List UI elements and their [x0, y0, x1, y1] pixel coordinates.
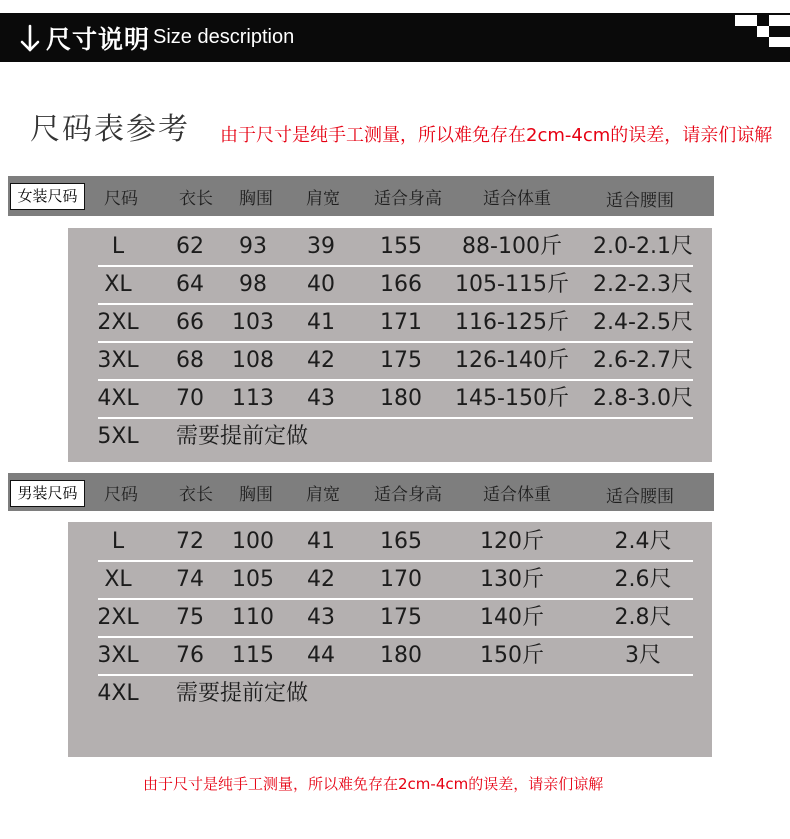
cell-shoulder: 39 — [307, 234, 335, 259]
cell-length: 62 — [176, 234, 204, 259]
header-waist: 适合腰围 — [606, 486, 674, 507]
cell-shoulder: 43 — [307, 605, 335, 630]
cell-chest: 93 — [239, 234, 267, 259]
cell-height: 180 — [380, 386, 422, 411]
cell-waist: 2.6尺 — [614, 567, 672, 592]
cell-height: 155 — [380, 234, 422, 259]
checker-square — [769, 37, 790, 47]
reference-title: 尺码表参考 — [30, 112, 190, 147]
cell-waist: 2.6-2.7尺 — [593, 348, 693, 373]
cell-length: 64 — [176, 272, 204, 297]
header-weight: 适合体重 — [483, 484, 551, 505]
women-size-tag: 女装尺码 — [10, 183, 85, 210]
header-height: 适合身高 — [374, 188, 442, 209]
cell-size: 4XL — [97, 681, 139, 706]
custom-order-row — [68, 419, 712, 457]
table-header-row — [8, 473, 714, 511]
cell-chest: 105 — [232, 567, 274, 592]
table-body — [68, 228, 712, 462]
section-titles — [46, 13, 294, 62]
section-title-cn: 尺寸说明 — [46, 24, 151, 54]
table-row — [68, 638, 712, 676]
cell-size: XL — [104, 272, 132, 297]
cell-waist: 3尺 — [625, 643, 661, 668]
table-row — [68, 267, 712, 305]
cell-height: 170 — [380, 567, 422, 592]
table-row — [68, 524, 712, 562]
cell-waist: 2.4-2.5尺 — [593, 310, 693, 335]
cell-size: 4XL — [97, 386, 139, 411]
cell-waist: 2.8-3.0尺 — [593, 386, 693, 411]
table-row — [68, 381, 712, 419]
cell-size: 2XL — [97, 310, 139, 335]
table-row — [68, 229, 712, 267]
cell-weight: 120斤 — [480, 529, 544, 554]
cell-height: 171 — [380, 310, 422, 335]
cell-size: L — [111, 234, 125, 259]
error-notice-bottom: 由于尺寸是纯手工测量，所以难免存在2cm-4cm的误差，请亲们谅解 — [143, 775, 604, 793]
header-height: 适合身高 — [374, 484, 442, 505]
checker-square — [769, 15, 790, 26]
cell-length: 74 — [176, 567, 204, 592]
cell-length: 72 — [176, 529, 204, 554]
cell-size: XL — [104, 567, 132, 592]
cell-weight: 140斤 — [480, 605, 544, 630]
error-notice-top: 由于尺寸是纯手工测量，所以难免存在2cm-4cm的误差，请亲们谅解 — [220, 125, 773, 146]
cell-chest: 115 — [232, 643, 274, 668]
cell-shoulder: 42 — [307, 567, 335, 592]
checker-square — [735, 15, 757, 26]
cell-size: 3XL — [97, 643, 139, 668]
cell-weight: 88-100斤 — [462, 234, 562, 259]
checker-square — [757, 26, 769, 37]
cell-height: 165 — [380, 529, 422, 554]
table-row — [68, 305, 712, 343]
header-size: 尺码 — [104, 484, 138, 505]
header-length: 衣长 — [179, 188, 213, 209]
cell-chest: 113 — [232, 386, 274, 411]
cell-weight: 116-125斤 — [455, 310, 569, 335]
cell-shoulder: 41 — [307, 310, 335, 335]
custom-order-note: 需要提前定做 — [176, 424, 309, 449]
men-size-tag: 男装尺码 — [10, 480, 85, 507]
cell-shoulder: 40 — [307, 272, 335, 297]
cell-size: L — [111, 529, 125, 554]
cell-shoulder: 44 — [307, 643, 335, 668]
cell-length: 66 — [176, 310, 204, 335]
cell-waist: 2.0-2.1尺 — [593, 234, 693, 259]
cell-waist: 2.4尺 — [614, 529, 672, 554]
cell-height: 180 — [380, 643, 422, 668]
table-row — [68, 562, 712, 600]
table-header-row — [8, 176, 714, 216]
checker-decoration — [733, 13, 790, 49]
header-shoulder: 肩宽 — [306, 484, 340, 505]
header-weight: 适合体重 — [483, 188, 551, 209]
cell-chest: 108 — [232, 348, 274, 373]
header-size: 尺码 — [104, 188, 138, 209]
cell-height: 166 — [380, 272, 422, 297]
custom-order-row — [68, 676, 712, 714]
cell-weight: 126-140斤 — [455, 348, 569, 373]
table-body — [68, 522, 712, 757]
header-chest: 胸围 — [239, 188, 273, 209]
cell-shoulder: 42 — [307, 348, 335, 373]
header-shoulder: 肩宽 — [306, 188, 340, 209]
cell-chest: 100 — [232, 529, 274, 554]
cell-weight: 105-115斤 — [455, 272, 569, 297]
cell-waist: 2.2-2.3尺 — [593, 272, 693, 297]
cell-weight: 150斤 — [480, 643, 544, 668]
cell-weight: 130斤 — [480, 567, 544, 592]
cell-height: 175 — [380, 348, 422, 373]
header-waist: 适合腰围 — [606, 190, 674, 211]
section-title-en: Size description — [153, 26, 295, 48]
cell-length: 76 — [176, 643, 204, 668]
cell-weight: 145-150斤 — [455, 386, 569, 411]
cell-length: 68 — [176, 348, 204, 373]
cell-waist: 2.8尺 — [614, 605, 672, 630]
custom-order-note: 需要提前定做 — [176, 681, 309, 706]
header-length: 衣长 — [179, 484, 213, 505]
cell-height: 175 — [380, 605, 422, 630]
cell-size: 5XL — [97, 424, 139, 449]
cell-shoulder: 41 — [307, 529, 335, 554]
cell-length: 70 — [176, 386, 204, 411]
cell-size: 3XL — [97, 348, 139, 373]
cell-chest: 103 — [232, 310, 274, 335]
table-row — [68, 600, 712, 638]
cell-size: 2XL — [97, 605, 139, 630]
table-row — [68, 343, 712, 381]
header-chest: 胸围 — [239, 484, 273, 505]
cell-chest: 98 — [239, 272, 267, 297]
section-header-bar — [0, 13, 790, 62]
cell-length: 75 — [176, 605, 204, 630]
cell-shoulder: 43 — [307, 386, 335, 411]
down-arrow-icon — [19, 23, 41, 53]
cell-chest: 110 — [232, 605, 274, 630]
